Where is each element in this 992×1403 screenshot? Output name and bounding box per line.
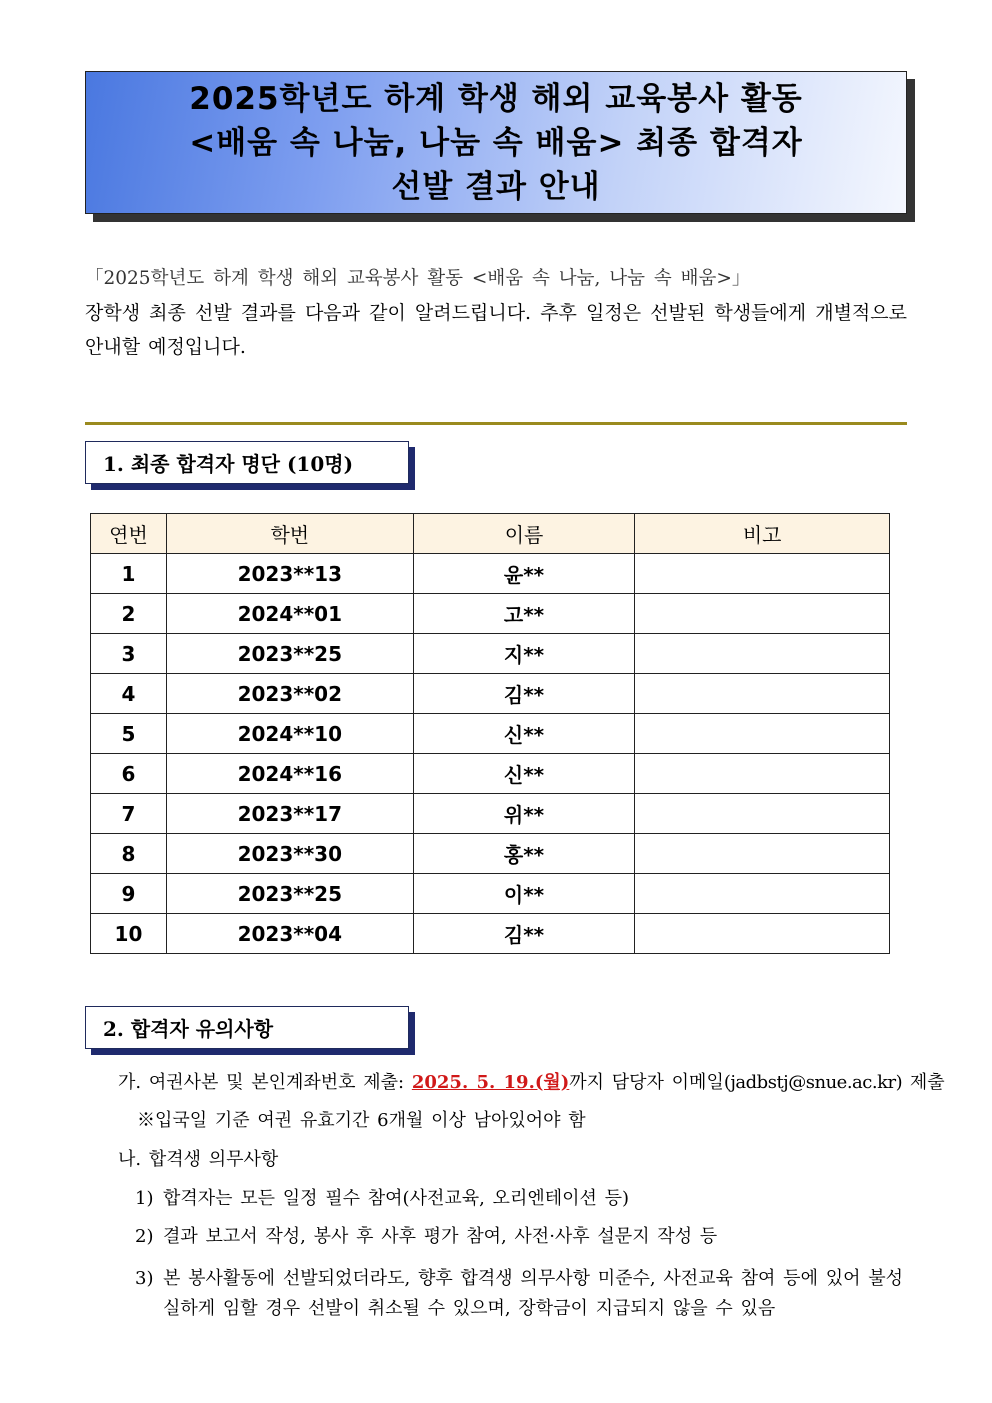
- header-remarks: 비고: [635, 514, 890, 554]
- notice-item-a: [118, 1071, 945, 1095]
- deadline-date: 2025. 5. 19.(월): [411, 1072, 570, 1093]
- table-row: [91, 554, 890, 594]
- obligation-number: 3): [135, 1268, 154, 1289]
- cell-number: 8: [91, 834, 167, 874]
- table-row: [91, 874, 890, 914]
- table-row: [91, 834, 890, 874]
- cell-name: 신**: [413, 754, 635, 794]
- header-student-id: 학번: [166, 514, 413, 554]
- notice-a-prefix: 가. 여권사본 및 본인계좌번호 제출:: [118, 1072, 405, 1093]
- header-number: 연번: [91, 514, 167, 554]
- cell-remarks: [635, 874, 890, 914]
- obligation-text: 합격자는 모든 일정 필수 참여(사전교육, 오리엔테이션 등): [163, 1188, 630, 1209]
- cell-name: 지**: [413, 634, 635, 674]
- cell-name: 윤**: [413, 554, 635, 594]
- title-line-2: <배움 속 나눔, 나눔 속 배움> 최종 합격자: [189, 124, 803, 161]
- cell-remarks: [635, 714, 890, 754]
- table-row: [91, 754, 890, 794]
- cell-student-id: 2024**16: [166, 754, 413, 794]
- roster-table: [90, 513, 890, 954]
- title-line-1: 2025학년도 하계 학생 해외 교육봉사 활동: [189, 80, 803, 117]
- cell-name: 이**: [413, 874, 635, 914]
- cell-student-id: 2023**25: [166, 634, 413, 674]
- cell-name: 위**: [413, 794, 635, 834]
- cell-remarks: [635, 914, 890, 954]
- cell-remarks: [635, 834, 890, 874]
- section-heading-roster-text: 1. 최종 합격자 명단 (10명): [103, 452, 354, 476]
- cell-number: 2: [91, 594, 167, 634]
- cell-student-id: 2023**04: [166, 914, 413, 954]
- cell-student-id: 2023**02: [166, 674, 413, 714]
- intro-quote: 「2025학년도 하계 학생 해외 교육봉사 활동 <배움 속 나눔, 나눔 속 배움>」: [85, 268, 751, 289]
- section-heading-notices: [85, 1006, 409, 1049]
- notice-a-suffix: 제출: [909, 1072, 945, 1093]
- intro-body: 장학생 최종 선발 결과를 다음과 같이 알려드립니다. 추후 일정은 선발된 학생들에게 개별적으로 안내할 예정입니다.: [85, 302, 907, 358]
- table-row: [91, 594, 890, 634]
- cell-number: 4: [91, 674, 167, 714]
- cell-remarks: [635, 794, 890, 834]
- title-box: [85, 71, 907, 214]
- cell-name: 김**: [413, 914, 635, 954]
- cell-name: 홍**: [413, 834, 635, 874]
- cell-student-id: 2024**01: [166, 594, 413, 634]
- cell-number: 10: [91, 914, 167, 954]
- cell-name: 김**: [413, 674, 635, 714]
- cell-student-id: 2023**30: [166, 834, 413, 874]
- intro-paragraph: [85, 262, 907, 364]
- obligation-text: 본 봉사활동에 선발되었더라도, 향후 합격생 의무사항 미준수, 사전교육 참여 등에 있어 불성실하게 임할 경우 선발이 취소될 수 있으며, 장학금이 지급되지 않을 수 있음: [163, 1268, 903, 1319]
- obligation-number: 1): [135, 1188, 154, 1209]
- table-row: [91, 634, 890, 674]
- header-name: 이름: [413, 514, 635, 554]
- obligation-item: [135, 1225, 717, 1249]
- cell-number: 9: [91, 874, 167, 914]
- contact-email[interactable]: (jadbstj@snue.ac.kr): [723, 1072, 903, 1093]
- notice-item-b: 나. 합격생 의무사항: [118, 1149, 279, 1170]
- table-row: [91, 914, 890, 954]
- table-row: [91, 714, 890, 754]
- table-row: [91, 674, 890, 714]
- obligation-number: 2): [135, 1226, 154, 1247]
- passport-warning: ※입국일 기준 여권 유효기간 6개월 이상 남아있어야 함: [137, 1110, 586, 1131]
- section-divider: [85, 422, 907, 425]
- obligation-item: [135, 1187, 629, 1211]
- cell-student-id: 2023**25: [166, 874, 413, 914]
- cell-remarks: [635, 554, 890, 594]
- cell-number: 1: [91, 554, 167, 594]
- cell-name: 신**: [413, 714, 635, 754]
- section-heading-notices-text: 2. 합격자 유의사항: [103, 1017, 274, 1041]
- cell-number: 7: [91, 794, 167, 834]
- cell-remarks: [635, 634, 890, 674]
- notice-a-middle: 까지 담당자 이메일: [569, 1072, 724, 1093]
- cell-number: 3: [91, 634, 167, 674]
- cell-student-id: 2023**17: [166, 794, 413, 834]
- cell-remarks: [635, 594, 890, 634]
- table-row: [91, 794, 890, 834]
- table-header-row: [91, 514, 890, 554]
- cell-student-id: 2023**13: [166, 554, 413, 594]
- obligation-text: 결과 보고서 작성, 봉사 후 사후 평가 참여, 사전·사후 설문지 작성 등: [163, 1226, 718, 1247]
- cell-student-id: 2024**10: [166, 714, 413, 754]
- obligation-item: [135, 1264, 905, 1324]
- title-line-3: 선발 결과 안내: [391, 168, 601, 205]
- section-heading-roster: [85, 441, 409, 484]
- cell-number: 6: [91, 754, 167, 794]
- cell-name: 고**: [413, 594, 635, 634]
- cell-number: 5: [91, 714, 167, 754]
- cell-remarks: [635, 674, 890, 714]
- cell-remarks: [635, 754, 890, 794]
